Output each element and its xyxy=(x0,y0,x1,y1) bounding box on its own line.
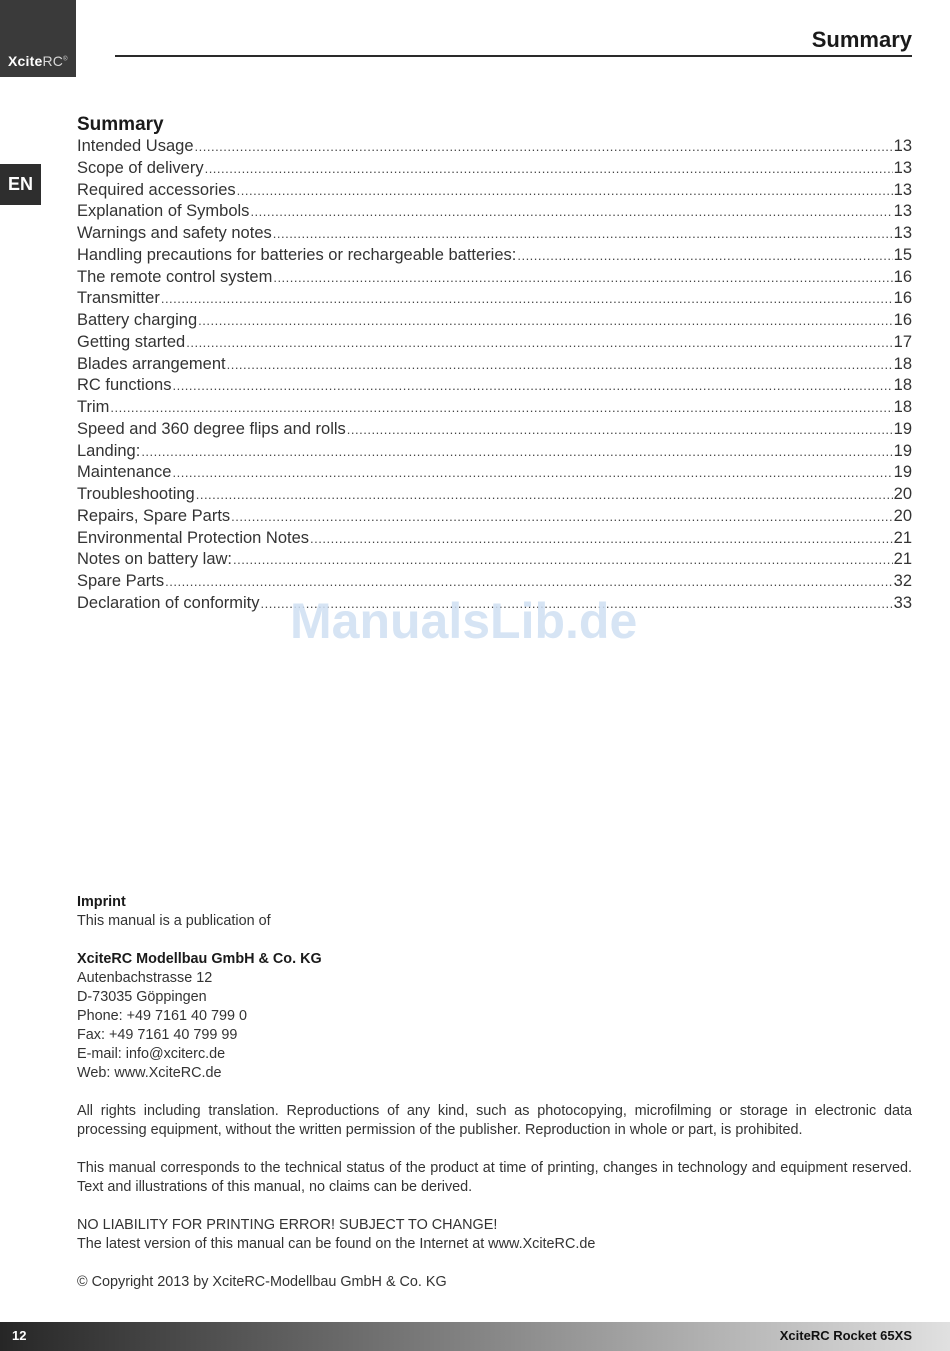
toc-entry-page: 18 xyxy=(893,376,912,395)
toc-entry-title: Transmitter xyxy=(77,289,160,308)
toc-entry-title: Troubleshooting xyxy=(77,485,195,503)
toc-entry-leader xyxy=(172,378,892,393)
toc-entry xyxy=(77,420,912,442)
toc-entry-title: Repairs, Spare Parts xyxy=(77,506,231,525)
toc-entry-leader xyxy=(233,552,893,567)
toc-entry-page: 13 xyxy=(893,202,912,221)
toc-entry xyxy=(77,289,912,311)
toc-entry xyxy=(77,485,912,507)
toc-entry-leader xyxy=(161,291,893,306)
toc-entry xyxy=(77,398,912,420)
toc-entry-page: 20 xyxy=(893,506,912,525)
toc-entry-page: 17 xyxy=(893,332,912,351)
toc-entry-leader xyxy=(165,574,893,589)
toc-entry-title: Speed and 360 degree flips and rolls xyxy=(77,419,346,438)
company-city: D-73035 Göppingen xyxy=(77,989,207,1005)
toc-entry xyxy=(77,442,912,464)
toc-entry-page: 13 xyxy=(893,137,912,155)
imprint-section xyxy=(77,893,912,1292)
toc-entry-page: 33 xyxy=(893,593,912,612)
watermark: ManualsLib.de xyxy=(290,593,638,649)
toc-entry-title: Declaration of conformity xyxy=(77,593,260,612)
brand-logo-text xyxy=(8,53,68,69)
toc-entry xyxy=(77,224,912,246)
toc-entry-page: 16 xyxy=(893,311,912,329)
toc-title: Summary xyxy=(77,114,164,135)
latest-version-notice: The latest version of this manual can be found on the Internet at www.XciteRC.de xyxy=(77,1236,596,1252)
toc-entry-page: 13 xyxy=(893,158,912,177)
toc-entry-leader xyxy=(231,509,892,524)
toc-list xyxy=(77,137,912,616)
toc-entry-leader xyxy=(172,465,892,480)
toc-entry-page: 32 xyxy=(893,572,912,590)
toc-entry-leader xyxy=(141,444,892,459)
toc-entry-title: RC functions xyxy=(77,376,172,395)
toc-entry-leader xyxy=(227,357,893,372)
toc-entry-page: 16 xyxy=(893,289,912,308)
toc-entry-page: 15 xyxy=(893,245,912,264)
toc-entry-leader xyxy=(196,487,893,502)
page-number: 12 xyxy=(12,1328,27,1343)
liability-notice: NO LIABILITY FOR PRINTING ERROR! SUBJECT TO CHANGE! xyxy=(77,1217,498,1233)
brand-logo xyxy=(0,0,76,77)
company-phone: Phone: +49 7161 40 799 0 xyxy=(77,1008,248,1024)
toc-entry-leader xyxy=(237,183,893,198)
toc-entry-page: 16 xyxy=(893,267,912,286)
toc-entry-page: 20 xyxy=(893,485,912,503)
toc-entry-page: 19 xyxy=(893,441,912,460)
toc-entry-leader xyxy=(310,531,893,546)
toc-entry-title: Environmental Protection Notes xyxy=(77,528,310,547)
imprint-heading: Imprint xyxy=(77,894,126,910)
toc-entry xyxy=(77,463,912,485)
header-title: Summary xyxy=(811,27,912,52)
toc-entry-title: Landing: xyxy=(77,441,141,460)
imprint-intro: This manual is a publication of xyxy=(77,913,271,929)
toc-entry xyxy=(77,507,912,529)
header-rule xyxy=(115,55,912,57)
company-street: Autenbachstrasse 12 xyxy=(77,970,213,986)
footer-product-name: XciteRC Rocket 65XS xyxy=(779,1328,912,1343)
rights-notice: All rights including translation. Reproductions of any kind, such as photocopying, microfilming or storage in electronic data processing equipment, without the written permission of the publisher. Reproduction in whole or part, is prohibited. xyxy=(77,1103,912,1138)
toc-entry xyxy=(77,181,912,203)
toc-entry-leader xyxy=(517,248,892,263)
toc-entry-leader xyxy=(186,335,892,350)
toc-entry-leader xyxy=(110,400,892,415)
toc-entry-leader xyxy=(273,226,893,241)
toc-entry-title: Notes on battery law: xyxy=(77,550,232,569)
company-email: E-mail: info@xciterc.de xyxy=(77,1046,226,1062)
toc-entry-title: Battery charging xyxy=(77,311,198,329)
toc-entry xyxy=(77,572,912,594)
company-web: Web: www.XciteRC.de xyxy=(77,1065,222,1081)
toc-entry xyxy=(77,246,912,268)
copyright-notice: © Copyright 2013 by XciteRC-Modellbau GmbH & Co. KG xyxy=(77,1274,447,1290)
toc-entry-title: Explanation of Symbols xyxy=(77,202,250,221)
toc-entry-leader xyxy=(195,139,893,154)
toc-entry-title: Required accessories xyxy=(77,180,236,199)
toc-entry-title: Warnings and safety notes xyxy=(77,224,272,242)
toc-entry xyxy=(77,333,912,355)
toc-entry-page: 21 xyxy=(893,528,912,547)
toc-entry-title: Blades arrangement xyxy=(77,354,226,373)
toc-entry-title: Handling precautions for batteries or rechargeable batteries: xyxy=(77,245,517,264)
toc-entry xyxy=(77,529,912,551)
toc-entry-title: Maintenance xyxy=(77,463,172,482)
toc-entry-page: 19 xyxy=(893,419,912,438)
toc-entry xyxy=(77,202,912,224)
toc-entry-title: Spare Parts xyxy=(77,572,165,590)
toc-entry-page: 13 xyxy=(893,180,912,199)
toc-entry xyxy=(77,355,912,377)
toc-entry-page: 18 xyxy=(893,398,912,416)
company-name: XciteRC Modellbau GmbH & Co. KG xyxy=(77,951,322,967)
toc-entry-page: 21 xyxy=(893,550,912,569)
toc-entry-page: 19 xyxy=(893,463,912,482)
toc-entry-leader xyxy=(347,422,893,437)
toc-entry xyxy=(77,376,912,398)
toc-entry xyxy=(77,268,912,290)
logo-mark: ® xyxy=(63,56,68,63)
technical-notice: This manual corresponds to the technical status of the product at time of printing, changes in technology and equipment reserved. Text and illustrations of this manual, no claims can be derived. xyxy=(77,1160,912,1195)
logo-bold: Xcite xyxy=(8,53,43,69)
toc-entry-title: Scope of delivery xyxy=(77,158,204,177)
toc-entry xyxy=(77,550,912,572)
toc-entry-title: Trim xyxy=(77,398,110,416)
toc-entry-page: 18 xyxy=(893,354,912,373)
toc-entry-leader xyxy=(250,204,892,219)
toc-entry-title: Getting started xyxy=(77,332,186,351)
toc-entry-leader xyxy=(198,313,892,328)
company-fax: Fax: +49 7161 40 799 99 xyxy=(77,1027,238,1043)
toc-entry xyxy=(77,137,912,159)
toc-entry xyxy=(77,159,912,181)
language-tab: EN xyxy=(0,164,41,205)
toc-entry-page: 13 xyxy=(893,224,912,242)
logo-light: RC xyxy=(42,53,64,69)
toc-entry-title: Intended Usage xyxy=(77,137,194,155)
toc-entry-leader xyxy=(273,270,892,285)
toc-entry-title: The remote control system xyxy=(77,267,273,286)
toc-entry-leader xyxy=(205,161,893,176)
toc-entry xyxy=(77,311,912,333)
